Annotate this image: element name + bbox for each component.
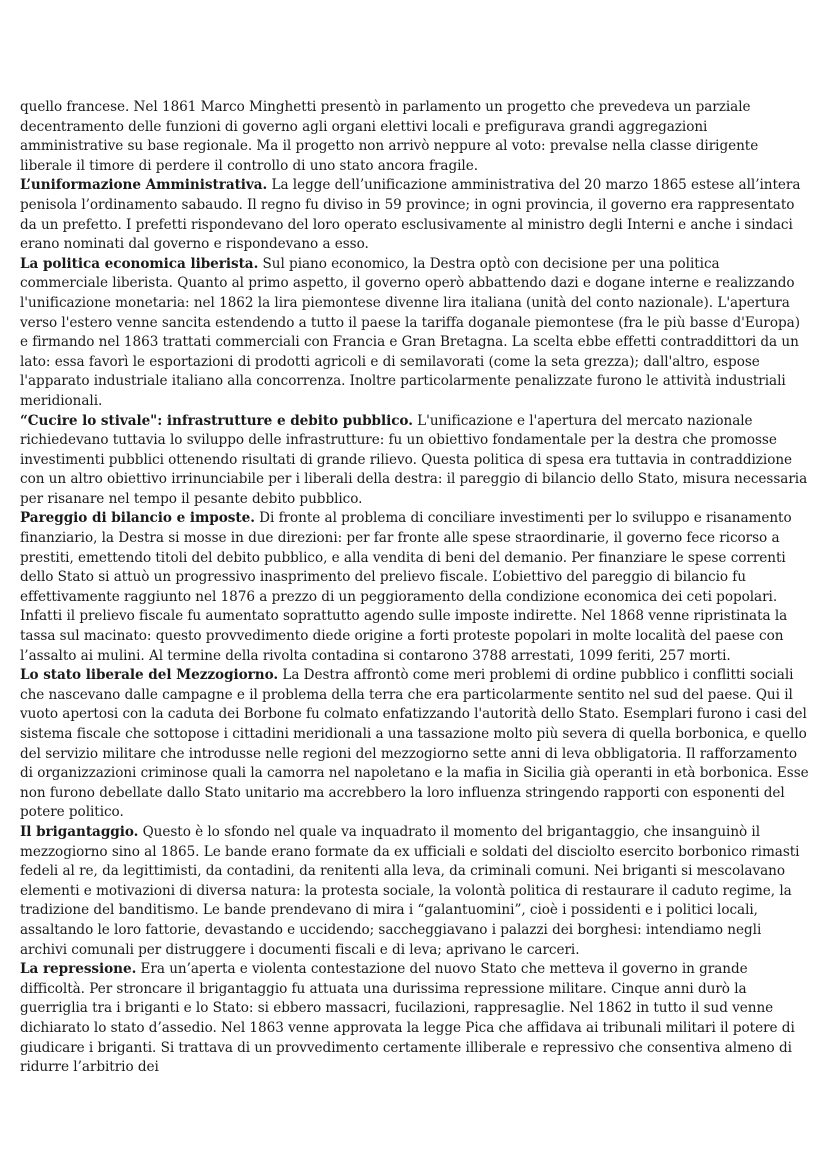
- paragraph-text: Di fronte al problema di conciliare investimenti per lo sviluppo e risanamento finanziario, la Destra si mosse in due direzioni: per far fronte alle spese straordinarie, il governo fece ricorso a prestiti, emettendo titoli del debito pubblico, e alla vendita di beni del demanio. Per finanziare le spese correnti dello Stato si attuò un progressivo inasprimento del prelievo fiscale. L’obiettivo del pareggio di bilancio fu effettivamente raggiunto nel 1876 a prezzo di un peggioramento della condizione economica dei ceti popolari. Infatti il prelievo fiscale fu aumentato soprattutto agendo sulle imposte indirette. Nel 1868 venne ripristinata la tassa sul macinato: questo provvedimento diede origine a forti proteste popolari in molte località del paese con l’assalto ai mulini. Al termine della rivolta contadina si contarono 3788 arrestati, 1099 feriti, 257 morti.: [20, 510, 792, 664]
- paragraph-mezzogiorno: [20, 666, 810, 823]
- paragraph-repressione: [20, 960, 810, 1078]
- paragraph-text: L'unificazione e l'apertura del mercato nazionale richiedevano tuttavia lo sviluppo delle infrastrutture: fu un obiettivo fondamentale per la destra che promosse investimenti pubblici ottenendo risultati di grande rilievo. Questa politica di spesa era tuttavia in contraddizione con un altro obiettivo irrinunciabile per i liberali della destra: il pareggio di bilancio dello Stato, misura necessaria per risanare nel tempo il pesante debito pubblico.: [20, 412, 808, 507]
- paragraph-intro: [20, 98, 810, 176]
- section-heading: Il brigantaggio.: [20, 823, 139, 840]
- section-heading: Lo stato liberale del Mezzogiorno.: [20, 667, 279, 684]
- section-heading: La politica economica liberista.: [20, 255, 259, 272]
- section-heading: L’uniformazione Amministrativa.: [20, 177, 268, 194]
- document-body: [20, 98, 810, 1078]
- paragraph-pareggio: [20, 509, 810, 666]
- paragraph-text: Questo è lo sfondo nel quale va inquadrato il momento del brigantaggio, che insanguinò il mezzogiorno sino al 1865. Le bande erano formate da ex ufficiali e soldati del disciolto esercito borbonico rimasti fedeli al re, da legittimisti, da contadini, da renitenti alla leva, da criminali comuni. Nei briganti si mescolavano elementi e motivazioni di diversa natura: la protesta sociale, la volontà politica di restaurare il caduto regime, la tradizione del banditismo. Le bande prendevano di mira i “galantuomini”, cioè i possidenti e i politici locali, assaltando le loro fattorie, devastando e uccidendo; saccheggiavano i palazzi dei borghesi: intendiamo negli archivi comunali per distruggere i documenti fiscali e di leva; aprivano le carceri.: [20, 823, 800, 958]
- paragraph-uniformazione: [20, 176, 810, 254]
- paragraph-politica-economica: [20, 255, 810, 412]
- paragraph-brigantaggio: [20, 823, 810, 960]
- paragraph-text: Sul piano economico, la Destra optò con decisione per una politica commerciale liberista. Quanto al primo aspetto, il governo operò abbattendo dazi e dogane interne e realizzando l'unificazione monetaria: nel 1862 la lira piemontese divenne lira italiana (unità del conto nazionale). L'apertura verso l'estero venne sancita estendendo a tutto il paese la tariffa doganale piemontese (fra le più basse d'Europa) e firmando nel 1863 trattati commerciali con Francia e Gran Bretagna. La scelta ebbe effetti contraddittori da un lato: essa favorì le esportazioni di prodotti agricoli e di semilavorati (come la seta grezza); dall'altro, espose l'apparato industriale italiano alla concorrenza. Inoltre particolarmente penalizzate furono le attività industriali meridionali.: [20, 255, 800, 409]
- section-heading: Pareggio di bilancio e imposte.: [20, 510, 255, 527]
- section-heading: La repressione.: [20, 961, 137, 978]
- section-heading: “Cucire lo stivale": infrastrutture e debito pubblico.: [20, 412, 413, 429]
- paragraph-text: La legge dell’unificazione amministrativa del 20 marzo 1865 estese all’intera penisola l’ordinamento sabaudo. Il regno fu diviso in 59 province; in ogni provincia, il governo era rappresentato da un prefetto. I prefetti rispondevano del loro operato esclusivamente al ministro degli Interni e anche i sindaci erano nominati dal governo e rispondevano a esso.: [20, 177, 801, 253]
- paragraph-text: La Destra affrontò come meri problemi di ordine pubblico i conflitti sociali che nascevano dalle campagne e il problema della terra che era particolarmente sentito nel sud del paese. Qui il vuoto apertosi con la caduta dei Borbone fu colmato enfatizzando l'autorità dello Stato. Esemplari furono i casi del sistema fiscale che sottopose i cittadini meridionali a una tassazione molto più severa di quella borbonica, e quello del servizio militare che introdusse nelle regioni del mezzogiorno sette anni di leva obbligatoria. Il rafforzamento di organizzazioni criminose quali la camorra nel napoletano e la mafia in Sicilia già operanti in età borbonica. Esse non furono debellate dallo Stato unitario ma accrebbero la loro influenza stringendo rapporti con esponenti del potere politico.: [20, 667, 809, 821]
- paragraph-text: Era un’aperta e violenta contestazione del nuovo Stato che metteva il governo in grande difficoltà. Per stroncare il brigantaggio fu attuata una durissima repressione militare. Cinque anni durò la guerriglia tra i briganti e lo Stato: si ebbero massacri, fucilazioni, rappresaglie. Nel 1862 in tutto il sud venne dichiarato lo stato d’assedio. Nel 1863 venne approvata la legge Pica che affidava ai tribunali militari il potere di giudicare i briganti. Si trattava di un provvedimento certamente illiberale e repressivo che consentiva almeno di ridurre l’arbitrio dei: [20, 961, 795, 1076]
- paragraph-text: quello francese. Nel 1861 Marco Minghetti presentò in parlamento un progetto che prevedeva un parziale decentramento delle funzioni di governo agli organi elettivi locali e prefigurava grandi aggregazioni amministrative su base regionale. Ma il progetto non arrivò neppure al voto: prevalse nella classe dirigente liberale il timore di perdere il controllo di uno stato ancora fragile.: [20, 99, 759, 174]
- paragraph-infrastrutture: [20, 412, 810, 510]
